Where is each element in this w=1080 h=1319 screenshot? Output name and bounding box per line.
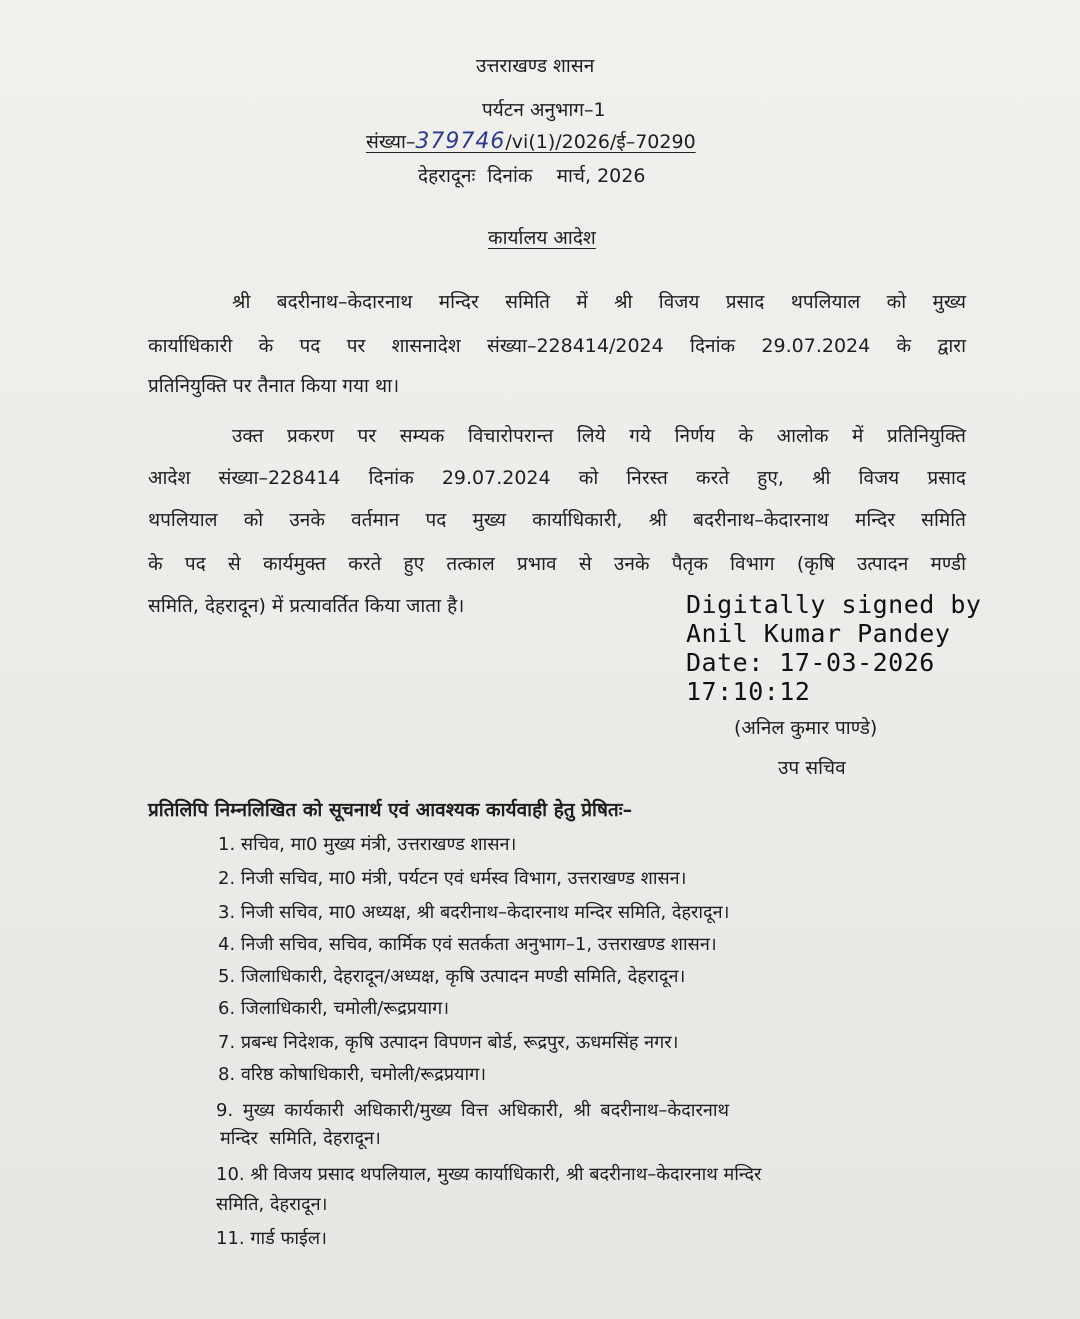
- handwritten-number: 379746: [415, 129, 506, 154]
- reference-prefix: संख्या–: [366, 131, 416, 153]
- paragraph-2: [148, 414, 966, 458]
- signatory-designation: उप सचिव: [778, 757, 846, 779]
- copy-to-item-continued: मन्दिर समिति, देहरादून।: [220, 1128, 381, 1149]
- copy-to-item: 11. गार्ड फाईल।: [216, 1228, 327, 1249]
- paragraph-line: उक्त प्रकरण पर सम्यक विचारोपरान्त लिये गये निर्णय के आलोक में प्रतिनियुक्ति: [232, 425, 966, 447]
- copy-to-item: 10. श्री विजय प्रसाद थपलियाल, मुख्य कार्याधिकारी, श्री बदरीनाथ–केदारनाथ मन्दिर: [216, 1164, 762, 1185]
- digital-signature-block: [686, 590, 981, 706]
- govt-heading: उत्तराखण्ड शासन: [476, 55, 595, 77]
- reference-suffix: /vi(1)/2026/ई–70290: [505, 131, 696, 153]
- paragraph-2-line-4: के पद से कार्यमुक्त करते हुए तत्काल प्रभाव से उनके पैतृक विभाग (कृषि उत्पादन मण्डी: [148, 553, 966, 575]
- copy-to-item: 9. मुख्य कार्यकारी अधिकारी/मुख्य वित्त अधिकारी, श्री बदरीनाथ–केदारनाथ: [216, 1100, 729, 1121]
- signature-date: Date: 17-03-2026: [686, 648, 935, 677]
- place-date: देहरादूनः दिनांक मार्च, 2026: [418, 165, 646, 187]
- copy-to-item: 3. निजी सचिव, मा0 अध्यक्ष, श्री बदरीनाथ–केदारनाथ मन्दिर समिति, देहरादून।: [218, 902, 730, 923]
- signature-line-2: Anil Kumar Pandey: [686, 619, 951, 648]
- copy-to-item: 6. जिलाधिकारी, चमोली/रूद्रप्रयाग।: [218, 998, 450, 1019]
- copy-to-item: 2. निजी सचिव, मा0 मंत्री, पर्यटन एवं धर्मस्व विभाग, उत्तराखण्ड शासन।: [218, 868, 687, 889]
- copy-to-item: 7. प्रबन्ध निदेशक, कृषि उत्पादन विपणन बोर्ड, रूद्रपुर, ऊधमसिंह नगर।: [218, 1032, 679, 1053]
- paragraph-2-line-5: समिति, देहरादून) में प्रत्यावर्तित किया जाता है।: [148, 595, 465, 617]
- paragraph-1-line-3: प्रतिनियुक्ति पर तैनात किया गया था।: [148, 375, 400, 397]
- paragraph-1: [148, 280, 966, 324]
- section-heading: पर्यटन अनुभाग–1: [482, 99, 606, 121]
- order-title: कार्यालय आदेश: [488, 227, 596, 249]
- paragraph-2-line-2: आदेश संख्या–228414 दिनांक 29.07.2024 को निरस्त करते हुए, श्री विजय प्रसाद: [148, 467, 966, 489]
- paragraph-1-line-2: कार्याधिकारी के पद पर शासनादेश संख्या–228414/2024 दिनांक 29.07.2024 के द्वारा: [148, 335, 966, 357]
- copy-to-item: 5. जिलाधिकारी, देहरादून/अध्यक्ष, कृषि उत्पादन मण्डी समिति, देहरादून।: [218, 966, 686, 987]
- signatory-name: (अनिल कुमार पाण्डे): [734, 717, 878, 739]
- copy-to-heading: प्रतिलिपि निम्नलिखित को सूचनार्थ एवं आवश्यक कार्यवाही हेतु प्रेषितः–: [148, 799, 633, 821]
- copy-to-item: 1. सचिव, मा0 मुख्य मंत्री, उत्तराखण्ड शासन।: [218, 834, 517, 855]
- signature-line-1: Digitally signed by: [686, 590, 982, 619]
- paragraph-line: श्री बदरीनाथ–केदारनाथ मन्दिर समिति में श्री विजय प्रसाद थपलियाल को मुख्य: [232, 291, 966, 313]
- signature-time: 17:10:12: [686, 677, 811, 706]
- paragraph-2-line-3: थपलियाल को उनके वर्तमान पद मुख्य कार्याधिकारी, श्री बदरीनाथ–केदारनाथ मन्दिर समिति: [148, 509, 966, 531]
- reference-number: [366, 128, 696, 154]
- copy-to-item-continued: समिति, देहरादून।: [216, 1194, 328, 1215]
- copy-to-item: 4. निजी सचिव, सचिव, कार्मिक एवं सतर्कता अनुभाग–1, उत्तराखण्ड शासन।: [218, 934, 717, 955]
- copy-to-item: 8. वरिष्ठ कोषाधिकारी, चमोली/रूद्रप्रयाग।: [218, 1064, 487, 1085]
